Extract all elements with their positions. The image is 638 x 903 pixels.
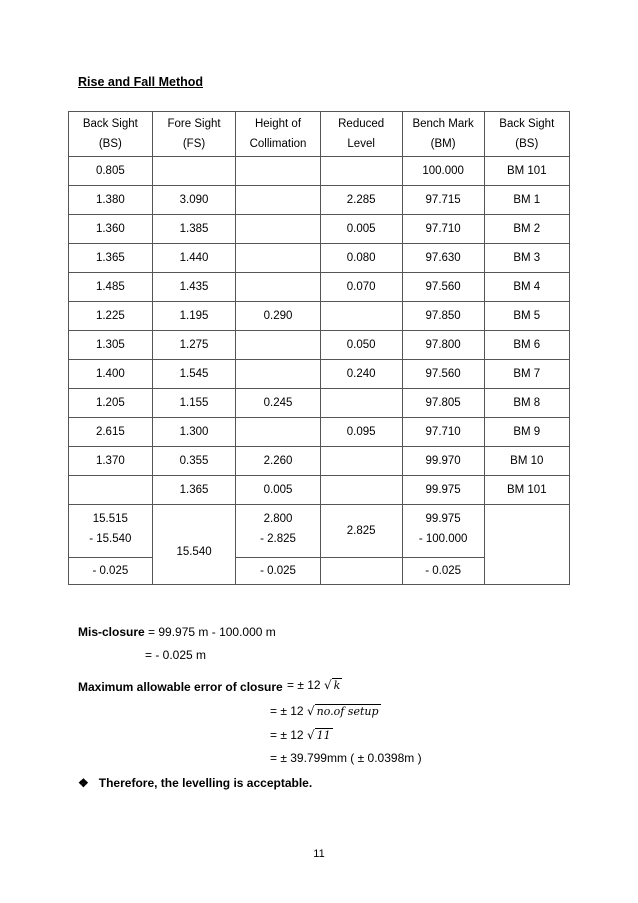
table-cell: 0.245 (236, 389, 320, 418)
max-error-eq-3: = ± 12 √ 11 (270, 728, 331, 742)
table-cell: 0.070 (320, 273, 402, 302)
max-error-eq-4: = ± 39.799mm ( ± 0.0398m ) (270, 751, 422, 765)
table-cell: 1.360 (69, 215, 153, 244)
table-cell: 97.710 (402, 215, 484, 244)
bm-sum-cell: 99.975 - 100.000 (402, 505, 484, 558)
empty-cell (484, 505, 569, 585)
table-cell: BM 101 (484, 476, 569, 505)
sqrt-arg-setup: no.of setup (316, 705, 379, 718)
table-cell: 1.365 (69, 244, 153, 273)
table-row (69, 389, 570, 418)
table-cell: 97.850 (402, 302, 484, 331)
table-cell: 97.800 (402, 331, 484, 360)
table-cell: 2.615 (69, 418, 153, 447)
table-cell: 0.050 (320, 331, 402, 360)
table-cell: 97.710 (402, 418, 484, 447)
table-cell (320, 476, 402, 505)
table-cell: 97.805 (402, 389, 484, 418)
column-header: Back Sight (BS) (69, 112, 153, 157)
table-cell: 1.275 (152, 331, 236, 360)
page-number: 11 (313, 848, 325, 860)
empty-cell (320, 558, 402, 585)
max-error-eq-1: = ± 12 √ k (287, 678, 341, 692)
misclosure-value-1: = 99.975 m - 100.000 m (148, 625, 276, 639)
table-row (69, 157, 570, 186)
table-cell (69, 476, 153, 505)
table-row (69, 186, 570, 215)
table-cell: BM 1 (484, 186, 569, 215)
table-cell: BM 7 (484, 360, 569, 389)
table-cell: 100.000 (402, 157, 484, 186)
table-cell: 1.155 (152, 389, 236, 418)
max-error-label: Maximum allowable error of closure (78, 680, 283, 694)
table-cell: 97.560 (402, 360, 484, 389)
table-cell: 1.440 (152, 244, 236, 273)
table-cell: 1.370 (69, 447, 153, 476)
hc-sum-cell: 2.800 - 2.825 (236, 505, 320, 558)
table-cell: 2.260 (236, 447, 320, 476)
table-cell: BM 8 (484, 389, 569, 418)
table-cell (320, 389, 402, 418)
table-cell: BM 9 (484, 418, 569, 447)
table-cell: 1.380 (69, 186, 153, 215)
table-cell: 0.095 (320, 418, 402, 447)
table-cell (152, 157, 236, 186)
table-cell (320, 302, 402, 331)
table-cell: 0.290 (236, 302, 320, 331)
column-header: Bench Mark (BM) (402, 112, 484, 157)
rl-sum-cell: 2.825 (320, 505, 402, 558)
sqrt-symbol: √ (306, 704, 315, 718)
diamond-bullet-icon: ❖ (78, 776, 89, 790)
table-cell (320, 157, 402, 186)
table-row (69, 476, 570, 505)
table-cell: 1.195 (152, 302, 236, 331)
column-header: Reduced Level (320, 112, 402, 157)
misclosure-label: Mis-closure (78, 625, 145, 639)
table-cell: 0.355 (152, 447, 236, 476)
table-cell: BM 101 (484, 157, 569, 186)
table-cell: BM 5 (484, 302, 569, 331)
max-error-eq-2: = ± 12 √ no.of setup (270, 704, 379, 718)
table-cell: 1.300 (152, 418, 236, 447)
sqrt-symbol: √ (306, 728, 315, 742)
column-header: Fore Sight (FS) (152, 112, 236, 157)
table-cell: BM 10 (484, 447, 569, 476)
column-header: Height of Collimation (236, 112, 320, 157)
table-cell: 97.560 (402, 273, 484, 302)
table-cell: 1.435 (152, 273, 236, 302)
table-row (69, 273, 570, 302)
table-cell (236, 186, 320, 215)
sqrt-arg-k: k (333, 679, 341, 692)
table-header-row (69, 112, 570, 157)
table-cell: BM 2 (484, 215, 569, 244)
table-cell: 99.975 (402, 476, 484, 505)
table-cell: 0.080 (320, 244, 402, 273)
sqrt-arg-11: 11 (316, 729, 331, 742)
column-header: Back Sight (BS) (484, 112, 569, 157)
table-cell: 1.545 (152, 360, 236, 389)
table-cell: 97.630 (402, 244, 484, 273)
misclosure-line-1 (78, 625, 276, 639)
table-cell: 0.005 (320, 215, 402, 244)
table-cell: BM 6 (484, 331, 569, 360)
section-title: Rise and Fall Method (78, 75, 204, 89)
hc-diff-cell: - 0.025 (236, 558, 320, 585)
table-cell: 0.240 (320, 360, 402, 389)
table-row (69, 215, 570, 244)
fs-sum-cell: 15.540 (152, 505, 236, 585)
table-cell: 99.970 (402, 447, 484, 476)
levelling-table (68, 111, 570, 585)
misclosure-value-2: = - 0.025 m (145, 648, 207, 662)
max-error-line-1 (78, 680, 283, 694)
conclusion (78, 776, 312, 790)
table-cell (236, 331, 320, 360)
table-cell: 1.485 (69, 273, 153, 302)
table-row (69, 244, 570, 273)
table-cell: 2.285 (320, 186, 402, 215)
table-cell (236, 418, 320, 447)
bs-sum-cell: 15.515 - 15.540 (69, 505, 153, 558)
conclusion-text: Therefore, the levelling is acceptable. (98, 776, 313, 790)
sqrt-symbol: √ (323, 678, 332, 692)
table-cell: 1.400 (69, 360, 153, 389)
table-cell: 1.385 (152, 215, 236, 244)
table-cell (320, 447, 402, 476)
bm-diff-cell: - 0.025 (402, 558, 484, 585)
table-cell (236, 215, 320, 244)
table-cell: 0.805 (69, 157, 153, 186)
table-cell: 1.205 (69, 389, 153, 418)
table-row (69, 302, 570, 331)
table-cell (236, 273, 320, 302)
table-cell (236, 360, 320, 389)
table-cell: BM 3 (484, 244, 569, 273)
table-cell: 97.715 (402, 186, 484, 215)
table-row (69, 418, 570, 447)
table-cell: 3.090 (152, 186, 236, 215)
table-row (69, 360, 570, 389)
table-cell: 1.365 (152, 476, 236, 505)
table-cell: 1.305 (69, 331, 153, 360)
table-cell: BM 4 (484, 273, 569, 302)
table-cell (236, 244, 320, 273)
bs-diff-cell: - 0.025 (69, 558, 153, 585)
table-cell: 1.225 (69, 302, 153, 331)
table-cell: 0.005 (236, 476, 320, 505)
table-cell (236, 157, 320, 186)
table-row (69, 447, 570, 476)
table-row (69, 331, 570, 360)
summary-row (69, 505, 570, 558)
